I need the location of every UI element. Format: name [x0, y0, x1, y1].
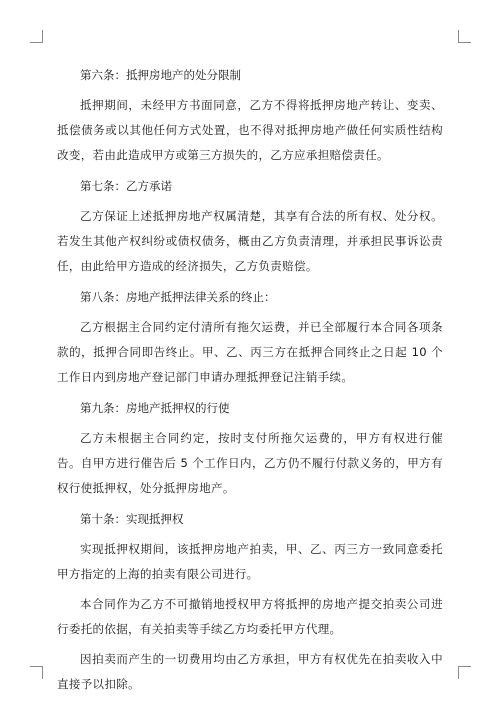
crop-mark-top-right	[458, 30, 471, 43]
article-10-heading: 第十条：实现抵押权	[80, 512, 184, 526]
crop-mark-bottom-left	[30, 666, 43, 679]
article-6-paragraph: 抵押期间，未经甲方书面同意，乙方不得将抵押房地产转让、变卖、抵偿债务或以其他任何方式处置，也不得对抵押房地产做任何实质性结构改变，若由此造成甲方或第三方损失的，乙方应承担赔偿责任。	[57, 98, 443, 162]
article-7-heading: 第七条：乙方承诺	[80, 179, 172, 193]
article-9-heading: 第九条：房地产抵押权的行使	[80, 401, 230, 415]
article-9-paragraph: 乙方未根据主合同约定，按时支付所拖欠运费的，甲方有权进行催告。自甲方进行催告后 5 个工作日内，乙方仍不履行付款义务的，甲方有权行使抵押权，处分抵押房地产。	[57, 431, 443, 495]
article-10-paragraph-3: 因拍卖而产生的一切费用均由乙方承担，甲方有权优先在拍卖收入中直接予以扣除。	[57, 652, 443, 691]
crop-mark-bottom-right	[458, 666, 471, 679]
article-8-heading: 第八条：房地产抵押法律关系的终止：	[80, 290, 276, 304]
crop-mark-top-left	[30, 30, 43, 43]
document-body	[57, 62, 443, 702]
article-7-paragraph: 乙方保证上述抵押房地产权属清楚，其享有合法的所有权、处分权。若发生其他产权纠纷或债权债务，概由乙方负责清理，并承担民事诉讼责任，由此给甲方造成的经济损失，乙方负责赔偿。	[57, 209, 443, 273]
article-6-heading: 第六条：抵押房地产的处分限制	[80, 68, 241, 82]
article-10-paragraph-2: 本合同作为乙方不可撤销地授权甲方将抵押的房地产提交拍卖公司进行委托的依据，有关拍卖等手续乙方均委托甲方代理。	[57, 597, 443, 636]
article-8-paragraph: 乙方根据主合同约定付清所有拖欠运费，并已全部履行本合同各项条款的，抵押合同即告终止。甲、乙、丙三方在抵押合同终止之日起 10 个工作日内到房地产登记部门申请办理抵押登记注销手续。	[57, 320, 443, 384]
article-10-paragraph-1: 实现抵押权期间，该抵押房地产拍卖，甲、乙、丙三方一致同意委托甲方指定的上海的拍卖有限公司进行。	[57, 542, 443, 581]
